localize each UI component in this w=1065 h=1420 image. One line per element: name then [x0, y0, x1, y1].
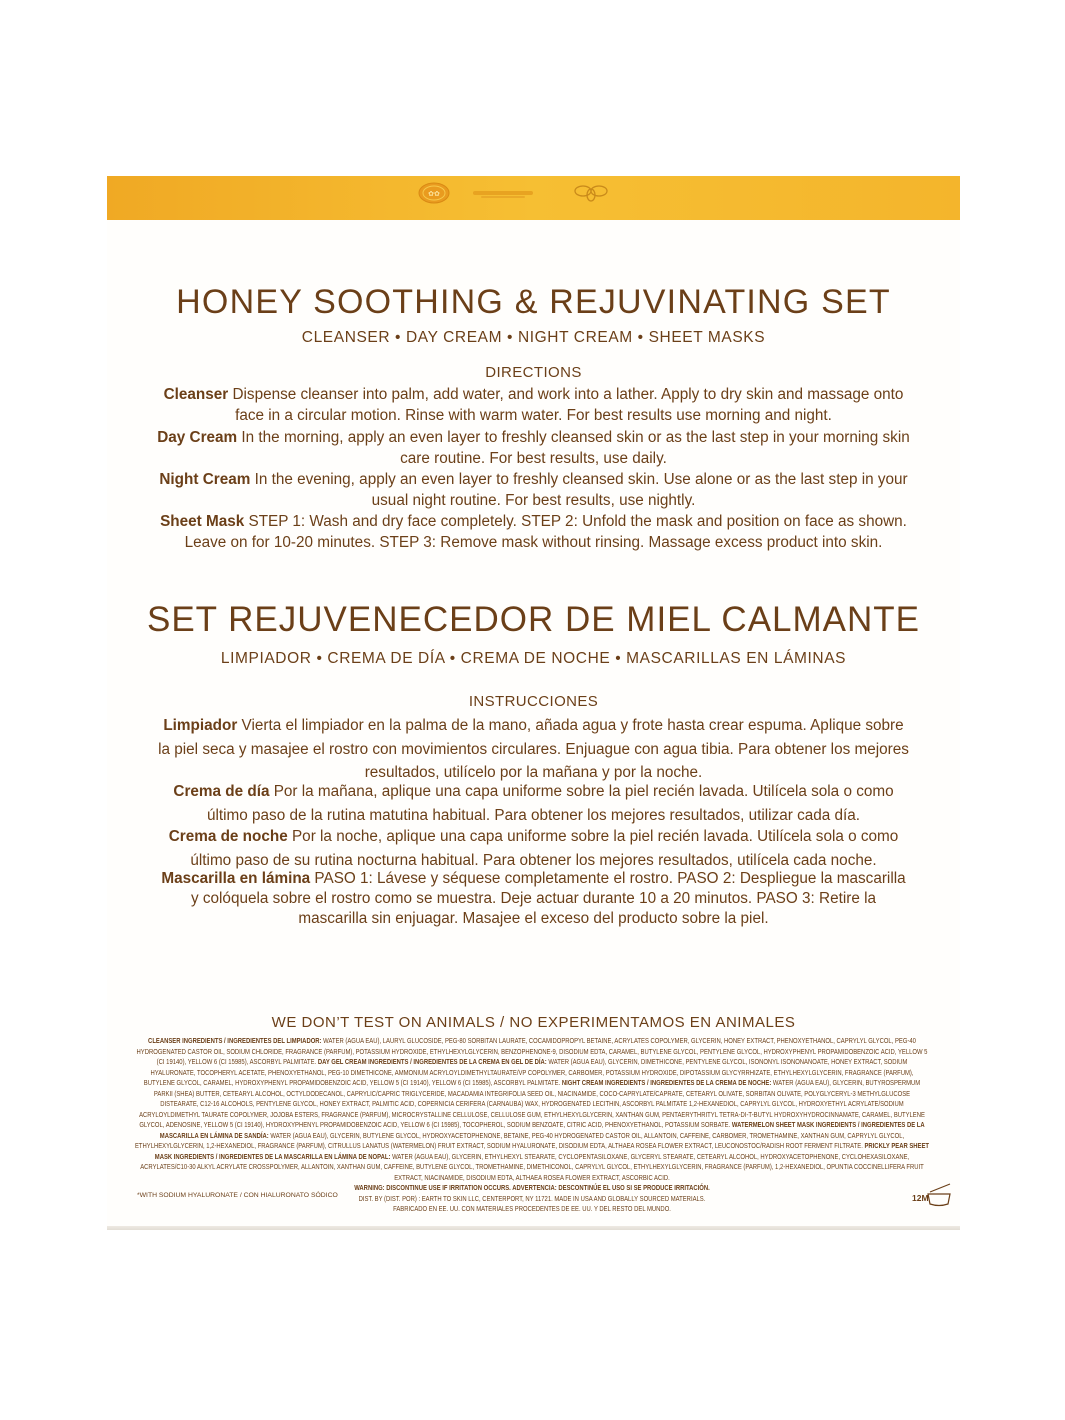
product-box	[107, 176, 960, 1230]
instruction-label: Limpiador	[163, 717, 238, 734]
instruction-text: Por la noche, aplique una capa uniforme sobre la piel recién lavada. Utilícela sola o como último paso de su rutina nocturna habitual. Para obtener los mejores resultados, utilícela cada noche.	[190, 828, 899, 869]
direction-label: Cleanser	[163, 386, 229, 403]
instruction-label: Crema de día	[173, 783, 270, 800]
distributor-text: DIST. BY (DIST. POR) : EARTH TO SKIN LLC, CENTERPORT, NY 11721. MADE IN USA AND GLOBALLY SOURCED MATERIALS.	[358, 1193, 706, 1203]
cruelty-free-statement: WE DON’T TEST ON ANIMALS / NO EXPERIMENTAMOS EN ANIMALES	[271, 1014, 796, 1031]
direction-cleanser	[157, 385, 910, 426]
subtitle-english: CLEANSER • DAY CREAM • NIGHT CREAM • SHEET MASKS	[301, 329, 766, 346]
period-after-opening: 12M	[912, 1193, 929, 1203]
brand-wordmark-icon	[467, 182, 557, 204]
box-top-lid	[107, 176, 960, 220]
instruction-text: Vierta el limpiador en la palma de la mano, añada agua y frote hasta crear espuma. Aplique sobre la piel seca y masajee el rostro con movimientos circulares. Enjuague con agua tibia. Para obtener los mejores resultados, utilícelo por la mañana y por la noche.	[158, 717, 909, 781]
ingredients-night: WATER (AGUA EAU), GLYCERIN, BUTYROSPERMUM PARKII (SHEA) BUTTER, CETEARYL ALCOHOL, OCTYLDODECANOL, CAPRYLIC/CAPRIC TRIGLYCERIDE, MACADAMIA INTEGRIFOLIA SEED OIL, NIACINAMIDE, COCO-CAPRYLATE/CAPRATE, CETEARYL OLIVATE, SORBITAN OLIVATE, POLYGLYCERYL-3 METHYLGLUCOSE DISTEARATE, C12-16 ALCOHOLS, PENTYLENE GLYCOL, HONEY EXTRACT, PALMITIC ACID, COPERNICIA CERIFERA (CARNAUBA) WAX, HYDROGENATED LECITHIN, ASCORBYL PALMITATE 1,2-HEXANEDIOL, CAPRYLYL GLYCOL, HYDROXYETHYL ACRYLATE/SODIUM ACRYLOYLDIMETHYL TAURATE COPOLYMER, JOJOBA ESTERS, FRAGRANCE (PARFUM), MICROCRYSTALLINE CELLULOSE, CELLULOSE GUM, ETHYLHEXYLGLYCERIN, XANTHAN GUM, PENTAERYTHRITYL TETRA-DI-T-BUTYL HYDROXYHYDROCINNAMATE, CARAMEL, BUTYLENE GLYCOL, ADENOSINE, YELLOW 5 (CI 19140), HYDROXYPHENYL PROPAMIDOBENZOIC ACID, YELLOW 6 (CI 15985), TOCOPHEROL, SODIUM BENZOATE, CITRIC ACID, PHENOXYETHANOL, POTASSIUM SORBATE.	[139, 1078, 925, 1129]
direction-text: In the morning, apply an even layer to freshly cleansed skin or as the last step in your morning skin care routine. For best results, use daily.	[237, 429, 910, 467]
title-english: HONEY SOOTHING & REJUVINATING SET	[176, 283, 891, 321]
instruction-text: Por la mañana, aplique una capa uniforme sobre la piel recién lavada. Utilícela sola o como último paso de la rutina matutina habitual. Para obtener los mejores resultados, utilizar cada día.	[206, 783, 894, 824]
instruction-label: Mascarilla en lámina	[161, 870, 311, 887]
instruction-mascarilla	[157, 869, 910, 929]
footnote: *WITH SODIUM HYALURONATE / CON HIALURONATO SÓDICO	[137, 1192, 338, 1199]
direction-label: Day Cream	[157, 429, 238, 446]
svg-text:✿✿: ✿✿	[428, 190, 440, 198]
ingredients-day: WATER (AGUA EAU), GLYCERIN, DIMETHICONE, PENTYLENE GLYCOL, ISONONYL ISONONANOATE, HONEY EXTRACT, SODIUM HYALURONATE, TOCOPHERYL ACETATE, PHENOXYETHANOL, PEG-10 DIMETHICONE, AMMONIUM ACRYLOYLDIMETHYLTAURATE/VP COPOLYMER, CARBOMER, POTASSIUM HYDROXIDE, DIPOTASSIUM GLYCYRRHIZATE, ETHYLHEXYLGLYCERIN, FRAGRANCE (PARFUM), BUTYLENE GLYCOL, CARAMEL, HYDROXYPHENYL PROPAMIDOBENZOIC ACID, YELLOW 5 (CI 19140), YELLOW 6 (CI 15985), ASCORBYL PALMITATE.	[143, 1057, 914, 1087]
honey-coin-logo-icon	[417, 182, 451, 204]
instruction-limpiador	[157, 714, 910, 785]
direction-night-cream	[157, 470, 910, 511]
instruction-crema-de-noche	[157, 825, 910, 872]
instructions-heading: INSTRUCCIONES	[468, 693, 599, 710]
subtitle-spanish: LIMPIADOR • CREMA DE DÍA • CREMA DE NOCHE • MASCARILLAS EN LÁMINAS	[220, 650, 847, 667]
direction-label: Night Cream	[159, 471, 251, 488]
instruction-label: Crema de noche	[168, 828, 288, 845]
ingredients-watermelon: WATER (AGUA EAU), GLYCERIN, BUTYLENE GLYCOL, HYDROXYACETOPHENONE, BETAINE, PEG-40 HYDROGENATED CASTOR OIL, ALLANTOIN, CAFFEINE, CARBOMER, TROMETHAMINE, XANTHAN GUM, CAPRYLYL GLYCOL, ETHYLHEXYLGLYCERIN, 1,2-HEXANEDIOL, FRAGRANCE (PARFUM), CITRULLUS LANATUS (WATERMELON) FRUIT EXTRACT, SODIUM HYALURONATE, DISODIUM EDTA, ALTHAEA ROSEA FLOWER EXTRACT, LEUCONOSTOC/RADISH ROOT FERMENT FILTRATE.	[134, 1130, 905, 1150]
warning-text: WARNING: DISCONTINUE USE IF IRRITATION OCCURS. ADVERTENCIA: DESCONTINÚE EL USO SI SE PRODUCE IRRITACIÓN.	[354, 1183, 710, 1192]
direction-text: Dispense cleanser into palm, add water, and work into a lather. Apply to dry skin and massage onto face in a circular motion. Rinse with warm water. For best results use morning and night.	[228, 386, 904, 424]
ingredients-watermelon-label: WATERMELON SHEET MASK INGREDIENTS / INGREDIENTES DE LA MASCARILLA EN LÁMINA DE SANDÍA:	[159, 1120, 925, 1140]
direction-label: Sheet Mask	[160, 513, 245, 530]
direction-day-cream	[157, 428, 910, 469]
ingredients-cleanser: WATER (AGUA EAU), LAURYL GLUCOSIDE, PEG-80 SORBITAN LAURATE, COCAMIDOPROPYL BETAINE, ACRYLATES COPOLYMER, GLYCERIN, HONEY EXTRACT, PHENOXYETHANOL, CAPRYLYL GLYCOL, PEG-40 HYDROGENATED CASTOR OIL, SODIUM CHLORIDE, FRAGRANCE (PARFUM), POTASSIUM HYDROXIDE, ETHYLHEXYLGLYCERIN, BENZOPHENONE-9, DISODIUM EDTA, CARAMEL, BUTYLENE GLYCOL, PENTYLENE GLYCOL, HYDROXYPHENYL PROPAMIDOBENZOIC ACID, YELLOW 5 (CI 19140), YELLOW 6 (CI 15985), ASCORBYL PALMITATE.	[136, 1036, 928, 1066]
bee-icon	[569, 182, 613, 204]
directions-heading: DIRECTIONS	[485, 364, 582, 381]
ingredients-cleanser-label: CLEANSER INGREDIENTS / INGREDIENTES DEL LIMPIADOR:	[148, 1036, 322, 1045]
made-in-text: FABRICADO EN EE. UU. CON MATERIALES PROCEDENTES DE EE. UU. Y DEL RESTO DEL MUNDO.	[393, 1204, 671, 1213]
ingredients-day-label: DAY GEL CREAM INGREDIENTS / INGREDIENTES DE LA CREMA EN GEL DE DÍA:	[316, 1057, 547, 1066]
direction-text: In the evening, apply an even layer to freshly cleansed skin. Use alone or as the last step in your usual night routine. For best results, use nightly.	[250, 471, 908, 509]
direction-sheet-mask	[157, 512, 910, 553]
instruction-text: PASO 1: Lávese y séquese completamente el rostro. PASO 2: Despliegue la mascarilla y colóquela sobre el rostro como se muestra. Deje actuar durante 10 a 20 minutos. PASO 3: Retire la mascarilla sin enjuagar. Masajee el exceso del producto sobre la piel.	[190, 870, 906, 927]
box-bottom-edge	[107, 1226, 960, 1230]
ingredients-prickly: WATER (AGUA EAU), GLYCERIN, ETHYLHEXYL STEARATE, CYCLOPENTASILOXANE, GLYCERYL STEARATE, CETEARYL ALCOHOL, HYDROXYACETOPHENONE, CYCLOHEXASILOXANE, ACRYLATES/C10-30 ALKYL ACRYLATE CROSSPOLYMER, ALLANTOIN, XANTHAN GUM, CAFFEINE, BUTYLENE GLYCOL, TROMETHAMINE, DIMETHICONOL, CAPRYLYL GLYCOL, ETHYLHEXYLGLYCERIN, FRAGRANCE (PARFUM), 1,2-HEXANEDIOL, OPUNTIA COCCINELLIFERA FRUIT EXTRACT, NIACINAMIDE, DISODIUM EDTA, ALTHAEA ROSEA FLOWER EXTRACT, ASCORBIC ACID.	[140, 1151, 924, 1182]
title-spanish: SET REJUVENECEDOR DE MIEL CALMANTE	[146, 600, 921, 639]
ingredients-prickly-label: PRICKLY PEAR SHEET MASK INGREDIENTS / INGREDIENTES DE LA MASCARILLA EN LÁMINA DE NOPAL:	[154, 1141, 930, 1161]
ingredients-list	[134, 1036, 929, 1215]
direction-text: STEP 1: Wash and dry face completely. STEP 2: Unfold the mask and position on face as shown. Leave on for 10-20 minutes. STEP 3: Remove mask without rinsing. Massage excess product into skin.	[184, 513, 907, 551]
instruction-crema-de-dia	[157, 780, 910, 827]
ingredients-night-label: NIGHT CREAM INGREDIENTS / INGREDIENTES DE LA CREMA DE NOCHE:	[560, 1078, 772, 1087]
